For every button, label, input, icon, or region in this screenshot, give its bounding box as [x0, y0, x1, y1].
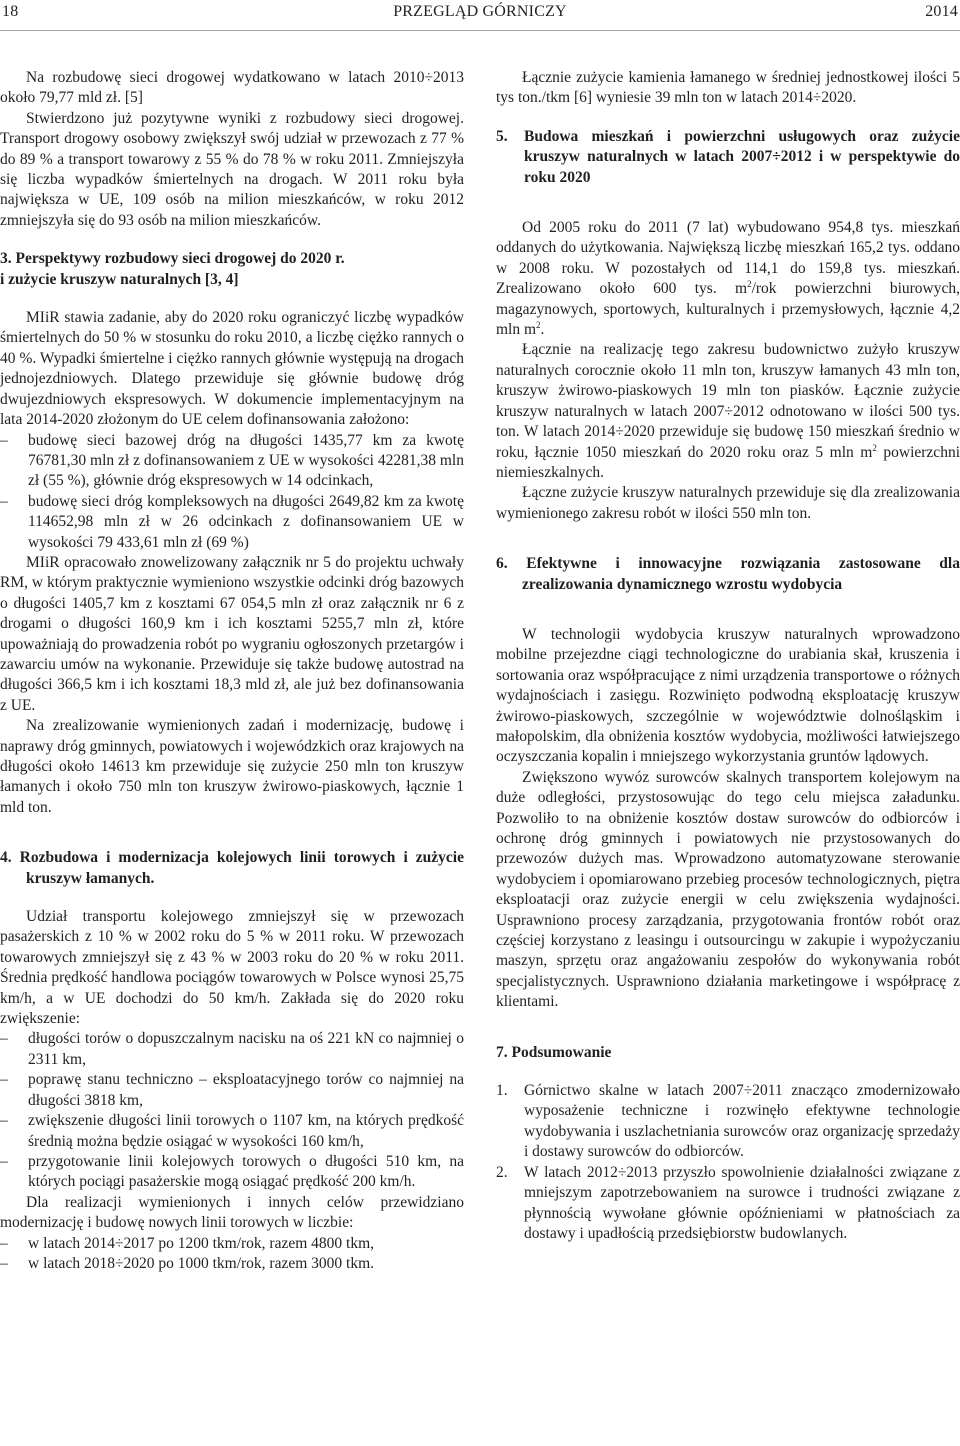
list-item: – budowę sieci dróg kompleksowych na długości 2649,82 km za kwotę 114652,98 mln zł w 26 odcinkach z dofinansowaniem UE w wysokości 79 433,61 mln zł (69 %)	[0, 492, 464, 553]
section-5-number: 5.	[496, 127, 508, 145]
list-item: 1. Górnictwo skalne w latach 2007÷2011 znacząco zmodernizowało wyposażenie techniczne i rozwinęło efektywne technologie wydobywania i uszlachetniania surowców oraz organizację sprzedaży i dostawy surowców do odbiorców.	[496, 1082, 960, 1161]
list-item: – zwiększenie długości linii torowych o 1107 km, na których prędkość średnią można będzie osiągać w wysokości 160 km/h,	[0, 1111, 464, 1152]
paragraph: Łącznie na realizację tego zakresu budownictwo zużyło kruszyw naturalnych corocznie około 11 mln ton, kruszyw łamanych 43 mln ton, kruszyw żwirowo-piaskowych 19 mln ton piasków. Łącznie zużycie kruszyw naturalnych w latach 2007÷2012 odnotowano w ilości 500 tys. ton. W latach 2014÷2020 przewiduje się budowę 150 mieszkań średnio w roku, łącznie 1050 mieszkań do 2020 roku oraz 5 mln $m^2$ powierzchni niemieszkalnych.	[496, 341, 960, 481]
section-4-heading: 4. Rozbudowa i modernizacja kolejowych linii torowych i zużycie kruszyw łamanych.	[0, 849, 464, 887]
section-5-heading-text: Budowa mieszkań i powierzchni usługowych oraz zużycie kruszyw naturalnych w latach 2007÷2012 i w perspektywie do roku 2020	[524, 127, 960, 186]
section-3-heading-line2: i zużycie kruszyw naturalnych [3, 4]	[0, 270, 239, 288]
left-column	[0, 68, 464, 1274]
list-item: – budowę sieci bazowej dróg na długości 1435,77 km za kwotę 76781,30 mln zł z dofinansowaniem z UE w wysokości 42281,38 mln zł (55 %), głównie dróg ekspresowych w 14 odcinkach,	[0, 431, 464, 492]
list-item: – w latach 2018÷2020 po 1000 tkm/rok, razem 3000 tkm.	[0, 1254, 464, 1274]
section-3-heading	[0, 249, 464, 290]
paragraph: Udział transportu kolejowego zmniejszył się w przewozach pasażerskich z 10 % w 2002 roku do 5 % w 2011 roku. W przewozach towarowych zmniejszył się z 43 % w 2003 roku do 20 % w roku 2011. Średnia prędkość handlowa pociągów towarowych w Polsce wynosi 25,75 km/h, a w UE dochodzi do 50 km/h. Zakłada się do 2020 roku zwiększenie:	[0, 908, 464, 1028]
paragraph: MIiR stawia zadanie, aby do 2020 roku ograniczyć liczbę wypadków śmiertelnych do 50 % w stosunku do roku 2010, a liczbę ciężko rannych o 40 %. Wypadki śmiertelne i ciężko rannych głównie występują na drogach jednojezdniowych. Dlatego przewiduje się głównie budowę dróg dwujezdniowych ekspresowych. W dokumencie implementacyjnym na lata 2014-2020 złożonym do UE celem dofinansowania założono:	[0, 309, 464, 429]
list-item: – przygotowanie linii kolejowych torowych o długości 510 km, na których pociągi pasażerskie mogą osiągać prędkość 200 km/h.	[0, 1152, 464, 1193]
paragraph: Na rozbudowę sieci drogowej wydatkowano w latach 2010÷2013 około 79,77 mld zł. [5]	[0, 69, 464, 107]
paragraph: Łącznie zużycie kamienia łamanego w średniej jednostkowej ilości 5 tys ton./tkm [6] wyniesie 39 mln ton w latach 2014÷2020.	[496, 69, 960, 107]
issue-year: 2014	[925, 3, 958, 20]
paragraph: Od 2005 roku do 2011 (7 lat) wybudowano 954,8 tys. mieszkań oddanych do użytkowania. Największą liczbę mieszkań 165,2 tys. oddano w 2008 roku. W pozostałych od 114,1 do 159,8 tys. mieszkań. Zrealizowano około 600 tys. $m^2$/rok powierzchni biurowych, magazynowych, sportowych, kulturalnych i przemysłowych, łącznie 4,2 mln $m^2$.	[496, 219, 960, 339]
list-item: – w latach 2014÷2017 po 1200 tkm/rok, razem 4800 tkm,	[0, 1234, 464, 1254]
page-number: 18	[2, 3, 19, 20]
section-5-heading	[496, 127, 960, 188]
right-column	[496, 68, 960, 1244]
list-item: – długości torów o dopuszczalnym nacisku na oś 221 kN co najmniej o 2311 km,	[0, 1029, 464, 1070]
paragraph: W technologii wydobycia kruszyw naturalnych wprowadzono mobilne przejezdne ciągi technologiczne do urabiania skał, kruszenia i sortowania oraz współpracujące z nimi urządzenia transportowe o różnych wydajnościach i zasięgu. Rozwinięto podwodną eksploatację kruszyw żwirowo-piaskowych, szczególnie w województwie dolnośląskim i małopolskim, dla obniżenia kosztów wydobycia, możliwości łatwiejszego oczyszczania kopalin i mniejszego wykorzystania gruntów lądowych.	[496, 625, 960, 766]
summary-list	[496, 1081, 960, 1244]
bullet-list	[0, 1234, 464, 1275]
bullet-list	[0, 431, 464, 553]
list-item: – poprawę stanu techniczno – eksploatacyjnego torów co najmniej na długości 3818 km,	[0, 1070, 464, 1111]
bullet-list	[0, 1029, 464, 1192]
running-header	[0, 0, 960, 31]
section-6-heading: 6. Efektywne i innowacyjne rozwiązania zastosowane dla zrealizowania dynamicznego wzrostu wydobycia	[496, 555, 960, 593]
section-7-heading: 7. Podsumowanie	[496, 1043, 612, 1061]
list-item: 2. W latach 2012÷2013 przyszło spowolnienie działalności związane z mniejszym zapotrzebowaniem na surowce i trudności związane z płynnością wywołane głównie opóźnieniami w płatnościach za dostawy i upadłością przedsiębiorstw budowlanych.	[496, 1163, 960, 1242]
paragraph: Zwiększono wywóz surowców skalnych transportem kolejowym na duże odległości, przystosowując do tego celu miejsca załadunku. Pozwoliło to na obniżenie kosztów dostaw surowców do odbiorców i ochronę dróg gminnych i powiatowych nie przystosowanych do przewozów dużych mas. Wprowadzono automatyzowane sterowanie wydobyciem i opomiarowano przebieg procesów technologicznych, piętra eksploatacji oraz zużycie energii w celu zwiększenia wydajności. Usprawniono procesy zarządzania, przygotowania frontów robót oraz częściej korzystano z leasingu i outsourcingu w zakupie i wypożyczaniu maszyn, sprzętu oraz angażowaniu zespołów do wykonywania robót specjalistycznych. Usprawniono działania marketingowe i współpracę z klientami.	[496, 768, 960, 1011]
section-3-heading-line1: 3. Perspektywy rozbudowy sieci drogowej do 2020 r.	[0, 250, 345, 268]
paragraph: Łączne zużycie kruszyw naturalnych przewiduje się dla zrealizowania wymienionego zakresu robót w ilości 550 mln ton.	[496, 484, 960, 522]
paragraph: Dla realizacji wymienionych i innych celów przewidziano modernizację i budowę nowych linii torowych w liczbie:	[0, 1193, 464, 1232]
paragraph: Stwierdzono już pozytywne wyniki z rozbudowy sieci drogowej. Transport drogowy osobowy zwiększył swój udział w przewozach z 77 % do 89 % a transport towarowy z 55 % do 78 % w roku 2011. Zmniejszyła się liczba wypadków śmiertelnych na drogach. W 2011 roku była największa w UE, 109 osób na milion mieszkańców, w roku 2012 zmniejszyła się do 93 osób na milion mieszkańców.	[0, 109, 464, 229]
journal-title: PRZEGLĄD GÓRNICZY	[393, 3, 567, 20]
paragraph: Na zrealizowanie wymienionych zadań i modernizację, budowę i naprawy dróg gminnych, powiatowych i wojewódzkich oraz krajowych na długości około 14613 km przewiduje się zużycie 250 mln ton kruszyw łamanych i około 750 mln ton kruszyw żwirowo-piaskowych, łącznie 1 mld ton.	[0, 717, 464, 816]
paragraph: MIiR opracowało znowelizowany załącznik nr 5 do projektu uchwały RM, w którym praktycznie wymieniono wszystkie odcinki dróg bazowych o długości 1405,7 km z kosztami 67 054,5 mln zł oraz załącznik nr 6 z drogami o długości 160,9 km i ich kosztami 5255,7 mln zł, które upoważniają do prowadzenia robót po wygraniu ogłoszonych przetargów i zawarciu umów na wykonanie. Przewiduje się także budowę autostrad na długości 366,5 km i ich kosztami 18,3 mld zł, ale już bez dofinansowania z UE.	[0, 553, 464, 714]
